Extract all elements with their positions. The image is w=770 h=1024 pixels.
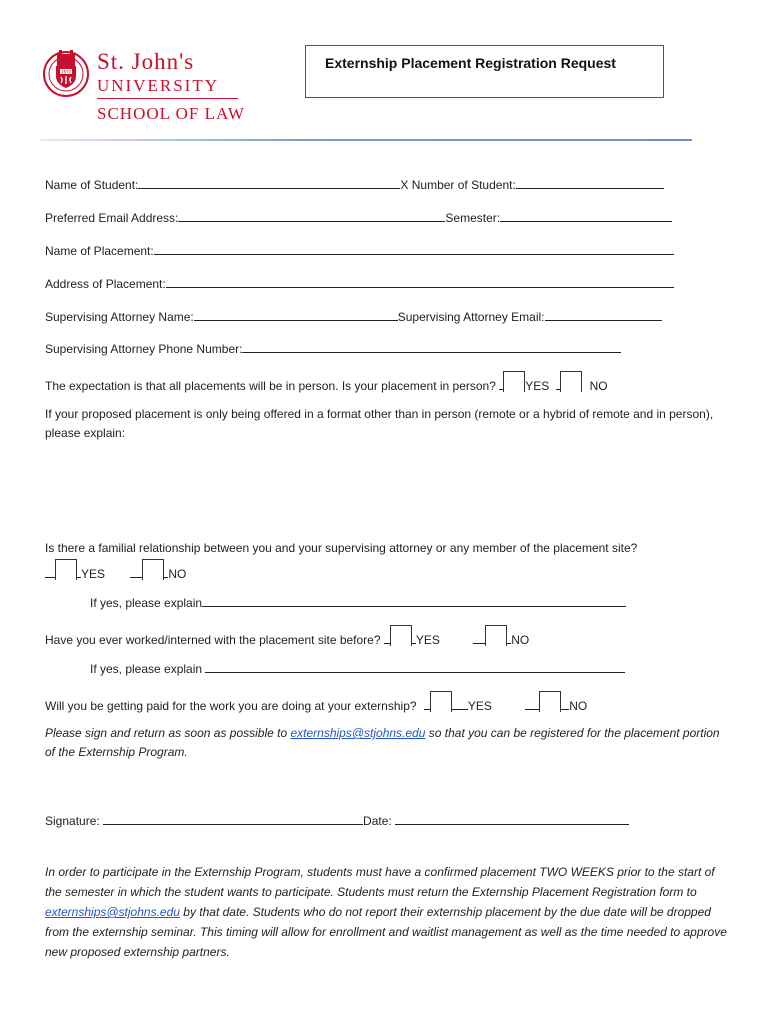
- familial-explain-row: [90, 594, 626, 610]
- field-row-phone: [45, 340, 621, 356]
- field-row-email: [45, 209, 672, 225]
- supervising-attorney-name-label: Supervising Attorney Name:: [45, 310, 194, 324]
- footer-note-post: by that date. Students who do not report their externship placement by the due date will be dropped from the externship seminar. This timing will allow for enrollment and waitlist management as well as the time needed to approve new proposed externship partners.: [45, 905, 727, 959]
- familial-explain-field[interactable]: [202, 594, 626, 607]
- question-worked-before: [45, 627, 529, 647]
- footer-note: [45, 862, 730, 962]
- name-of-student-field[interactable]: [138, 176, 400, 189]
- paid-yes-checkbox[interactable]: [430, 691, 452, 712]
- preferred-email-field[interactable]: [178, 209, 445, 222]
- supervising-attorney-phone-label: Supervising Attorney Phone Number:: [45, 342, 243, 356]
- familial-question-text: Is there a familial relationship between you and your supervising attorney or any member of the placement site?: [45, 541, 638, 555]
- familial-options: [45, 561, 186, 581]
- logo-divider: [97, 98, 238, 99]
- worked-explain-row: [90, 660, 625, 676]
- date-label: Date:: [363, 814, 392, 828]
- worked-explain-field[interactable]: [205, 660, 625, 673]
- return-email-link[interactable]: externships@stjohns.edu: [290, 726, 426, 740]
- footer-note-pre: In order to participate in the Externship Program, students must have a confirmed placement TWO WEEKS prior to the start of the semester in which the student wants to participate. Students must return the Externship Placement Registration form to: [45, 865, 715, 899]
- familial-no-checkbox[interactable]: [142, 559, 164, 580]
- name-of-student-label: Name of Student:: [45, 178, 139, 192]
- field-row-placement: [45, 242, 674, 258]
- question-paid: [45, 693, 587, 713]
- worked-before-question-text: Have you ever worked/interned with the placement site before?: [45, 633, 381, 647]
- paid-no-checkbox[interactable]: [539, 691, 561, 712]
- in-person-no-label: NO: [589, 379, 608, 393]
- familial-explain-label: If yes, please explain: [90, 596, 203, 610]
- x-number-field[interactable]: [516, 176, 664, 189]
- school-name: SCHOOL OF LAW: [97, 104, 245, 123]
- university-seal-logo: [42, 46, 90, 98]
- return-instructions: [45, 724, 720, 762]
- worked-no-checkbox[interactable]: [485, 625, 507, 646]
- question-in-person: [45, 373, 608, 393]
- worked-no-label: NO: [511, 633, 530, 647]
- address-of-placement-label: Address of Placement:: [45, 277, 166, 291]
- familial-no-label: NO: [168, 567, 187, 581]
- address-of-placement-field[interactable]: [166, 275, 674, 288]
- worked-yes-label: YES: [415, 633, 440, 647]
- in-person-yes-checkbox[interactable]: [503, 371, 525, 392]
- signature-field[interactable]: [103, 812, 363, 825]
- footer-email-link[interactable]: externships@stjohns.edu: [45, 905, 180, 919]
- university-word: UNIVERSITY: [97, 76, 219, 95]
- date-field[interactable]: [395, 812, 629, 825]
- worked-explain-label: If yes, please explain: [90, 662, 203, 676]
- title-box: [305, 45, 664, 98]
- in-person-yes-label: YES: [525, 379, 550, 393]
- name-of-placement-label: Name of Placement:: [45, 244, 154, 258]
- field-row-attorney: [45, 308, 662, 324]
- remote-explain-prompt: If your proposed placement is only being offered in a format other than in person (remote or a hybrid of remote and in person), please explain:: [45, 407, 714, 440]
- familial-yes-label: YES: [81, 567, 106, 581]
- page-title: Externship Placement Registration Request: [325, 55, 616, 71]
- university-name: St. John's: [97, 49, 195, 74]
- field-row-student: [45, 176, 664, 192]
- supervising-attorney-email-field[interactable]: [545, 308, 662, 321]
- name-of-placement-field[interactable]: [154, 242, 674, 255]
- signature-label: Signature:: [45, 814, 100, 828]
- field-row-address: [45, 275, 674, 291]
- return-instructions-pre: Please sign and return as soon as possible to: [45, 726, 291, 740]
- paid-no-label: NO: [569, 699, 588, 713]
- familial-yes-checkbox[interactable]: [55, 559, 77, 580]
- supervising-attorney-phone-field[interactable]: [242, 340, 621, 353]
- in-person-question-text: The expectation is that all placements will be in person. Is your placement in person?: [45, 379, 496, 393]
- supervising-attorney-email-label: Supervising Attorney Email:: [397, 310, 545, 324]
- paid-yes-label: YES: [467, 699, 492, 713]
- semester-field[interactable]: [500, 209, 672, 222]
- seal-year: 1870: [60, 69, 72, 75]
- preferred-email-label: Preferred Email Address:: [45, 211, 179, 225]
- return-instructions-post: so that you can be registered for the placement portion of the Externship Program.: [45, 726, 720, 759]
- worked-yes-checkbox[interactable]: [390, 625, 412, 646]
- paid-question-text: Will you be getting paid for the work you are doing at your externship?: [45, 699, 417, 713]
- x-number-label: X Number of Student:: [400, 178, 516, 192]
- semester-label: Semester:: [445, 211, 501, 225]
- header-divider: [40, 139, 692, 141]
- signature-row: [45, 812, 629, 828]
- in-person-no-checkbox[interactable]: [560, 371, 582, 392]
- supervising-attorney-name-field[interactable]: [194, 308, 398, 321]
